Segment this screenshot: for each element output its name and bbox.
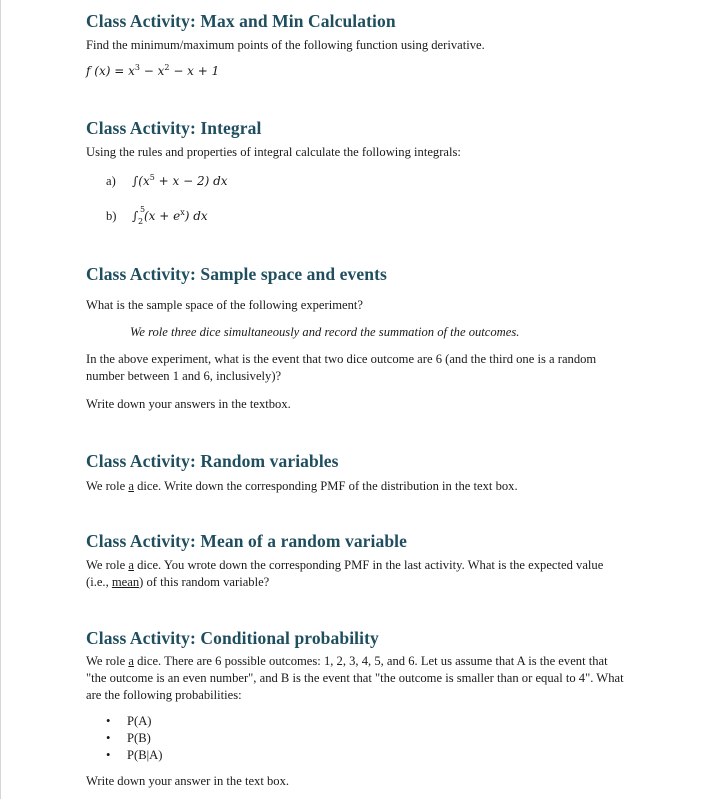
function-term-1: x: [128, 64, 135, 78]
function-tail: − x + 1: [169, 64, 220, 78]
integral-instruction: Using the rules and properties of integral calculate the following integrals:: [86, 145, 461, 159]
max-min-instruction: Find the minimum/maximum points of the following function using derivative.: [86, 38, 485, 52]
list-item-text: P(B|A): [127, 748, 163, 762]
probability-list: [86, 713, 162, 764]
integral-b-rest: ) dx: [184, 209, 208, 223]
cond-text-pre: We role: [86, 654, 129, 668]
integral-b-sign: ∫: [132, 209, 139, 223]
conditional-text: [86, 653, 626, 704]
section-title-max-min: Class Activity: Max and Min Calculation: [86, 11, 396, 31]
page-left-border: [0, 0, 1, 799]
bullet-icon: •: [106, 731, 111, 745]
integral-a-sign: ∫: [132, 174, 139, 188]
list-item: [86, 747, 162, 764]
section-title-integral: Class Activity: Integral: [86, 118, 262, 138]
list-item: [86, 730, 162, 747]
rv-text-underlined: a: [128, 479, 134, 493]
event-question: In the above experiment, what is the event that two dice outcome are 6 (and the third one is a random number between 1 and 6, inclusively)?: [86, 352, 597, 383]
cond-text-post: dice. There are 6 possible outcomes: 1, 2, 3, 4, 5, and 6. Let us assume that A is the event that "the outcome is an even number", and B is the event that "the outcome is smaller than or equal to 4". What are the following probabilities:: [86, 654, 624, 702]
integral-b: [106, 207, 208, 225]
mean-text-underlined-mean: mean: [111, 575, 140, 589]
integral-b-upper: 5: [140, 205, 146, 214]
experiment-description: We role three dice simultaneously and record the summation of the outcomes.: [130, 325, 520, 339]
mean-text-post: ) of this random variable?: [139, 575, 270, 589]
bullet-icon: •: [106, 714, 111, 728]
cond-text-underlined: a: [128, 654, 134, 668]
integral-b-open: (x + e: [144, 209, 181, 223]
list-item-text: P(B): [127, 731, 151, 745]
mean-text-underlined-a: a: [128, 558, 134, 572]
integral-b-lower: 2: [138, 217, 144, 226]
function-exp-1: 3: [134, 63, 140, 72]
rv-text-pre: We role: [86, 479, 129, 493]
integral-a-exp: 5: [149, 173, 155, 182]
integral-a-open: (x: [138, 174, 150, 188]
rv-text-post: dice. Write down the corresponding PMF of the distribution in the text box.: [133, 479, 518, 493]
section-title-conditional: Class Activity: Conditional probability: [86, 628, 379, 648]
mean-text-pre: We role: [86, 558, 129, 572]
function-lhs: f (x) =: [86, 64, 129, 78]
section-title-sample-space: Class Activity: Sample space and events: [86, 264, 387, 284]
function-equation: [86, 64, 219, 78]
integral-a-label: a): [106, 174, 116, 188]
mean-text-mid: dice. You wrote down the corresponding PMF in the last activity. What is the expected value (i.e.,: [86, 558, 604, 589]
list-item: [86, 713, 162, 730]
mean-text: [86, 557, 626, 591]
function-term-2: − x: [139, 64, 165, 78]
conditional-answer-instruction: Write down your answer in the text box.: [86, 774, 290, 788]
integral-b-exp: x: [180, 208, 185, 217]
integral-b-label: b): [106, 209, 117, 223]
sample-space-question: What is the sample space of the following experiment?: [86, 298, 363, 312]
integral-b-sign-group: [132, 205, 146, 226]
integral-a-rest: + x − 2) dx: [154, 174, 228, 188]
function-exp-2: 2: [164, 63, 170, 72]
section-title-mean: Class Activity: Mean of a random variable: [86, 531, 408, 551]
list-item-text: P(A): [127, 714, 152, 728]
section-title-random-variables: Class Activity: Random variables: [86, 451, 339, 471]
integral-a: [106, 172, 228, 190]
sample-space-answer-instruction: Write down your answers in the textbox.: [86, 397, 291, 411]
bullet-icon: •: [106, 748, 111, 762]
random-variables-text: [86, 478, 518, 495]
